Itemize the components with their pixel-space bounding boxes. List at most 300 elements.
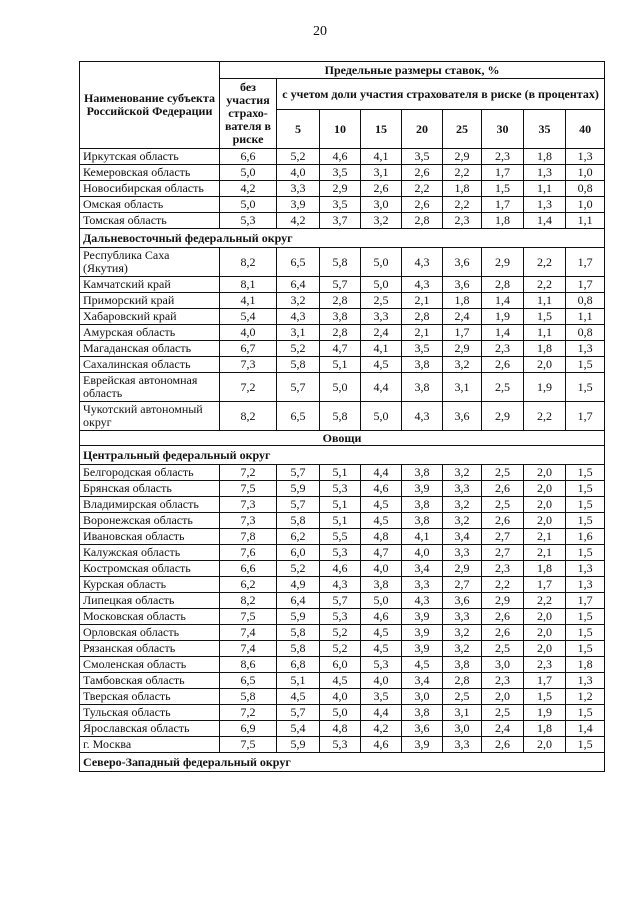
rate-cell: 2,8	[320, 293, 361, 309]
rate-cell: 4,5	[361, 513, 402, 529]
table-row	[80, 609, 605, 625]
rate-cell: 3,8	[402, 497, 443, 513]
rate-cell: 5,8	[277, 357, 320, 373]
rate-cell: 3,3	[443, 737, 482, 753]
region-name: Ярославская область	[80, 721, 220, 737]
rate-cell: 4,0	[402, 545, 443, 561]
rate-without-participation: 7,3	[220, 513, 277, 529]
rate-cell: 4,2	[361, 721, 402, 737]
rate-cell: 3,9	[402, 625, 443, 641]
rate-without-participation: 5,4	[220, 309, 277, 325]
rate-cell: 2,0	[482, 689, 524, 705]
rate-cell: 4,4	[361, 373, 402, 402]
table-row	[80, 529, 605, 545]
region-name: Тульская область	[80, 705, 220, 721]
section-title: Центральный федеральный округ	[80, 446, 605, 465]
rate-without-participation: 5,0	[220, 197, 277, 213]
rate-cell: 2,2	[524, 402, 566, 431]
rate-cell: 2,0	[524, 625, 566, 641]
region-name: Камчатский край	[80, 277, 220, 293]
rate-cell: 4,8	[361, 529, 402, 545]
rate-cell: 1,1	[524, 325, 566, 341]
rate-without-participation: 5,0	[220, 165, 277, 181]
rate-cell: 4,8	[320, 721, 361, 737]
table-row	[80, 481, 605, 497]
rate-cell: 3,2	[443, 641, 482, 657]
header-rate-limits: Предельные размеры ставок, %	[220, 62, 605, 79]
rate-without-participation: 6,7	[220, 341, 277, 357]
rate-without-participation: 7,5	[220, 737, 277, 753]
rate-cell: 3,6	[443, 248, 482, 277]
rate-cell: 2,9	[443, 149, 482, 165]
rate-cell: 1,8	[524, 561, 566, 577]
rate-without-participation: 7,3	[220, 357, 277, 373]
rate-cell: 3,2	[443, 625, 482, 641]
region-name: Смоленская область	[80, 657, 220, 673]
rate-cell: 4,1	[361, 149, 402, 165]
rate-cell: 2,0	[524, 357, 566, 373]
table-row	[80, 402, 605, 431]
rate-cell: 3,3	[443, 609, 482, 625]
rate-cell: 1,4	[524, 213, 566, 229]
rate-without-participation: 8,2	[220, 593, 277, 609]
rate-cell: 5,7	[277, 465, 320, 481]
rate-cell: 4,3	[277, 309, 320, 325]
table-row	[80, 593, 605, 609]
region-name: Чукотский автономный округ	[80, 402, 220, 431]
rate-cell: 3,0	[443, 721, 482, 737]
table-body	[80, 149, 605, 772]
region-name: Тамбовская область	[80, 673, 220, 689]
region-name: Приморский край	[80, 293, 220, 309]
rate-cell: 1,8	[443, 293, 482, 309]
rate-cell: 6,0	[320, 657, 361, 673]
rate-cell: 0,8	[566, 293, 605, 309]
rate-cell: 5,9	[277, 609, 320, 625]
rate-cell: 2,2	[524, 593, 566, 609]
rate-cell: 5,7	[277, 373, 320, 402]
rates-table	[79, 61, 605, 772]
rate-cell: 1,5	[566, 609, 605, 625]
rate-cell: 2,5	[361, 293, 402, 309]
rate-cell: 2,4	[482, 721, 524, 737]
table-row	[80, 705, 605, 721]
rate-cell: 4,6	[361, 737, 402, 753]
rate-cell: 6,0	[277, 545, 320, 561]
rate-without-participation: 8,2	[220, 402, 277, 431]
rate-cell: 3,9	[402, 641, 443, 657]
rate-cell: 5,8	[320, 402, 361, 431]
rate-cell: 2,1	[402, 293, 443, 309]
rate-cell: 2,2	[482, 577, 524, 593]
table-row	[80, 465, 605, 481]
region-name: Воронежская область	[80, 513, 220, 529]
rate-cell: 6,5	[277, 248, 320, 277]
rate-cell: 1,1	[524, 181, 566, 197]
rate-cell: 2,6	[402, 197, 443, 213]
table-row	[80, 577, 605, 593]
rate-cell: 4,7	[361, 545, 402, 561]
rate-cell: 5,2	[320, 625, 361, 641]
header-percent-5: 5	[277, 110, 320, 149]
rate-cell: 2,9	[482, 248, 524, 277]
region-name: Омская область	[80, 197, 220, 213]
table-row	[80, 341, 605, 357]
rate-cell: 1,5	[566, 705, 605, 721]
rate-cell: 1,0	[566, 165, 605, 181]
rate-cell: 1,3	[566, 341, 605, 357]
rate-cell: 6,4	[277, 277, 320, 293]
rate-cell: 4,9	[277, 577, 320, 593]
region-name: Магаданская область	[80, 341, 220, 357]
rate-cell: 1,5	[566, 641, 605, 657]
rate-cell: 2,5	[482, 705, 524, 721]
rate-cell: 3,5	[402, 149, 443, 165]
rate-cell: 1,3	[566, 673, 605, 689]
rate-cell: 5,7	[277, 705, 320, 721]
rate-cell: 3,2	[361, 213, 402, 229]
rate-cell: 5,3	[361, 657, 402, 673]
rate-cell: 3,2	[277, 293, 320, 309]
header-percent-40: 40	[566, 110, 605, 149]
rate-cell: 5,3	[320, 737, 361, 753]
rate-cell: 1,5	[566, 465, 605, 481]
rate-cell: 2,0	[524, 641, 566, 657]
rate-cell: 4,0	[361, 561, 402, 577]
rate-cell: 5,1	[320, 357, 361, 373]
rate-cell: 2,6	[482, 737, 524, 753]
rate-cell: 2,2	[402, 181, 443, 197]
section-title: Дальневосточный федеральный округ	[80, 229, 605, 248]
rate-cell: 3,8	[402, 513, 443, 529]
rate-cell: 3,9	[402, 481, 443, 497]
rate-cell: 2,0	[524, 513, 566, 529]
rate-cell: 1,5	[566, 357, 605, 373]
rate-cell: 5,9	[277, 481, 320, 497]
header-percent-35: 35	[524, 110, 566, 149]
rate-cell: 4,5	[361, 641, 402, 657]
rate-cell: 5,2	[277, 561, 320, 577]
rate-cell: 2,1	[524, 545, 566, 561]
rate-cell: 2,9	[443, 341, 482, 357]
rate-cell: 5,2	[277, 341, 320, 357]
rate-cell: 2,3	[524, 657, 566, 673]
rate-without-participation: 6,6	[220, 149, 277, 165]
rate-cell: 3,2	[443, 357, 482, 373]
rate-cell: 3,4	[443, 529, 482, 545]
table-row	[80, 625, 605, 641]
rate-cell: 3,5	[361, 689, 402, 705]
rate-cell: 2,3	[482, 561, 524, 577]
rate-cell: 1,5	[524, 689, 566, 705]
rate-cell: 1,5	[566, 373, 605, 402]
rate-cell: 3,1	[361, 165, 402, 181]
rate-cell: 1,5	[566, 625, 605, 641]
header-without-participation: без участия страхо-вателя в риске	[220, 79, 277, 149]
rate-cell: 2,3	[482, 149, 524, 165]
rate-cell: 2,8	[402, 213, 443, 229]
table-row	[80, 641, 605, 657]
rate-cell: 6,5	[277, 402, 320, 431]
rate-without-participation: 7,2	[220, 373, 277, 402]
rate-cell: 3,1	[443, 705, 482, 721]
rate-cell: 4,0	[277, 165, 320, 181]
page-number: 20	[313, 24, 327, 39]
rate-cell: 2,0	[524, 481, 566, 497]
section-row	[80, 753, 605, 772]
rate-cell: 5,8	[277, 513, 320, 529]
rate-cell: 6,8	[277, 657, 320, 673]
rate-cell: 1,1	[566, 213, 605, 229]
rate-cell: 1,5	[566, 497, 605, 513]
rate-cell: 2,4	[443, 309, 482, 325]
rate-cell: 3,0	[361, 197, 402, 213]
rate-cell: 6,4	[277, 593, 320, 609]
rate-cell: 3,8	[361, 577, 402, 593]
rate-cell: 4,7	[320, 341, 361, 357]
rate-cell: 4,0	[320, 689, 361, 705]
rate-cell: 1,8	[524, 341, 566, 357]
rate-cell: 4,3	[402, 593, 443, 609]
rate-cell: 3,8	[443, 657, 482, 673]
rate-cell: 2,9	[443, 561, 482, 577]
rate-cell: 3,6	[402, 721, 443, 737]
region-name: Московская область	[80, 609, 220, 625]
rate-cell: 4,5	[277, 689, 320, 705]
rate-cell: 0,8	[566, 181, 605, 197]
rate-cell: 1,9	[482, 309, 524, 325]
rate-cell: 5,0	[320, 705, 361, 721]
region-name: Кемеровская область	[80, 165, 220, 181]
header-percent-25: 25	[443, 110, 482, 149]
rate-cell: 2,0	[524, 609, 566, 625]
rate-cell: 3,9	[277, 197, 320, 213]
rate-cell: 2,0	[524, 737, 566, 753]
rate-cell: 1,1	[524, 293, 566, 309]
table-row	[80, 309, 605, 325]
rate-cell: 5,5	[320, 529, 361, 545]
table-row	[80, 149, 605, 165]
rate-cell: 5,4	[277, 721, 320, 737]
rate-cell: 2,3	[443, 213, 482, 229]
table-row	[80, 513, 605, 529]
rate-cell: 1,9	[524, 373, 566, 402]
rate-cell: 4,5	[361, 625, 402, 641]
rate-cell: 2,5	[482, 641, 524, 657]
rate-cell: 3,3	[361, 309, 402, 325]
rate-cell: 4,4	[361, 465, 402, 481]
rate-without-participation: 7,4	[220, 625, 277, 641]
header-with-participation: с учетом доли участия страхователя в риске (в процентах)	[277, 79, 605, 110]
rate-cell: 4,5	[402, 657, 443, 673]
rate-without-participation: 6,2	[220, 577, 277, 593]
rate-cell: 4,3	[402, 277, 443, 293]
rate-cell: 2,2	[524, 248, 566, 277]
rate-cell: 1,7	[566, 248, 605, 277]
table-row	[80, 373, 605, 402]
rate-cell: 5,9	[277, 737, 320, 753]
table-row	[80, 181, 605, 197]
region-name: Калужская область	[80, 545, 220, 561]
rate-without-participation: 7,4	[220, 641, 277, 657]
rate-cell: 2,3	[482, 341, 524, 357]
region-name: Костромская область	[80, 561, 220, 577]
table-row	[80, 277, 605, 293]
rate-cell: 1,4	[566, 721, 605, 737]
rate-cell: 5,1	[320, 513, 361, 529]
table-row	[80, 497, 605, 513]
rate-cell: 1,8	[443, 181, 482, 197]
table-row	[80, 357, 605, 373]
rate-cell: 1,7	[482, 165, 524, 181]
rate-cell: 3,4	[402, 561, 443, 577]
rate-without-participation: 4,2	[220, 181, 277, 197]
rate-cell: 5,1	[320, 465, 361, 481]
rate-cell: 4,6	[320, 149, 361, 165]
rate-cell: 1,8	[524, 149, 566, 165]
table-row	[80, 689, 605, 705]
rate-cell: 4,2	[277, 213, 320, 229]
header-percent-15: 15	[361, 110, 402, 149]
rate-cell: 1,3	[566, 577, 605, 593]
rate-without-participation: 7,3	[220, 497, 277, 513]
rate-cell: 1,3	[566, 561, 605, 577]
rate-cell: 3,9	[402, 609, 443, 625]
rate-cell: 3,3	[443, 545, 482, 561]
rate-without-participation: 8,1	[220, 277, 277, 293]
rate-cell: 2,6	[482, 513, 524, 529]
header-percent-30: 30	[482, 110, 524, 149]
rate-cell: 5,3	[320, 545, 361, 561]
rate-cell: 2,2	[443, 165, 482, 181]
rate-cell: 5,7	[320, 277, 361, 293]
table-header	[80, 62, 605, 149]
region-name: Владимирская область	[80, 497, 220, 513]
rate-cell: 1,0	[566, 197, 605, 213]
rate-cell: 3,8	[320, 309, 361, 325]
rate-cell: 5,0	[361, 593, 402, 609]
rate-cell: 3,6	[443, 277, 482, 293]
rate-cell: 5,2	[277, 149, 320, 165]
rate-cell: 0,8	[566, 325, 605, 341]
section-title: Северо-Западный федеральный округ	[80, 753, 605, 772]
rate-cell: 1,9	[524, 705, 566, 721]
rate-cell: 1,1	[566, 309, 605, 325]
rate-cell: 2,9	[482, 593, 524, 609]
rate-cell: 1,3	[524, 165, 566, 181]
rate-cell: 3,0	[482, 657, 524, 673]
rate-cell: 2,8	[482, 277, 524, 293]
rate-cell: 4,3	[402, 248, 443, 277]
region-name: Тверская область	[80, 689, 220, 705]
table-row	[80, 248, 605, 277]
rate-cell: 1,3	[566, 149, 605, 165]
rate-cell: 3,8	[402, 357, 443, 373]
category-title: Овощи	[80, 431, 605, 446]
rate-cell: 2,8	[320, 325, 361, 341]
rate-without-participation: 4,1	[220, 293, 277, 309]
rate-cell: 4,6	[361, 481, 402, 497]
region-name: Рязанская область	[80, 641, 220, 657]
rate-cell: 1,5	[524, 309, 566, 325]
rate-cell: 1,5	[566, 513, 605, 529]
rate-cell: 2,6	[482, 481, 524, 497]
rate-without-participation: 8,2	[220, 248, 277, 277]
table-row	[80, 545, 605, 561]
region-name: Орловская область	[80, 625, 220, 641]
rate-cell: 1,6	[566, 529, 605, 545]
section-row	[80, 229, 605, 248]
rate-cell: 5,2	[320, 641, 361, 657]
table-row	[80, 657, 605, 673]
region-name: Новосибирская область	[80, 181, 220, 197]
rate-cell: 1,7	[524, 673, 566, 689]
category-row	[80, 431, 605, 446]
header-subject-name: Наименование субъекта Российской Федерации	[80, 62, 220, 149]
rate-cell: 2,7	[482, 545, 524, 561]
rate-cell: 5,0	[361, 277, 402, 293]
rate-cell: 5,1	[320, 497, 361, 513]
rate-cell: 5,7	[320, 593, 361, 609]
rate-cell: 1,2	[566, 689, 605, 705]
rate-cell: 3,6	[443, 593, 482, 609]
rate-cell: 1,7	[443, 325, 482, 341]
section-row	[80, 446, 605, 465]
rate-cell: 2,0	[524, 497, 566, 513]
rate-cell: 2,0	[524, 465, 566, 481]
rate-without-participation: 7,5	[220, 481, 277, 497]
table-row	[80, 737, 605, 753]
rate-without-participation: 4,0	[220, 325, 277, 341]
rate-cell: 4,5	[361, 497, 402, 513]
region-name: г. Москва	[80, 737, 220, 753]
rate-cell: 5,7	[277, 497, 320, 513]
rate-cell: 5,0	[361, 248, 402, 277]
region-name: Томская область	[80, 213, 220, 229]
rate-cell: 3,1	[277, 325, 320, 341]
rate-cell: 3,8	[402, 465, 443, 481]
table-row	[80, 293, 605, 309]
rate-cell: 4,0	[361, 673, 402, 689]
region-name: Брянская область	[80, 481, 220, 497]
rate-cell: 2,5	[482, 465, 524, 481]
rate-cell: 1,4	[482, 293, 524, 309]
rate-cell: 1,7	[566, 402, 605, 431]
rate-without-participation: 7,8	[220, 529, 277, 545]
rate-cell: 2,6	[402, 165, 443, 181]
rate-without-participation: 7,6	[220, 545, 277, 561]
rate-cell: 3,0	[402, 689, 443, 705]
rate-cell: 2,2	[443, 197, 482, 213]
rate-cell: 2,5	[443, 689, 482, 705]
rate-cell: 2,3	[482, 673, 524, 689]
rate-cell: 3,4	[402, 673, 443, 689]
rate-cell: 2,8	[443, 673, 482, 689]
rate-cell: 1,5	[482, 181, 524, 197]
region-name: Курская область	[80, 577, 220, 593]
table-row	[80, 197, 605, 213]
rate-cell: 2,5	[482, 497, 524, 513]
rate-cell: 3,1	[443, 373, 482, 402]
region-name: Амурская область	[80, 325, 220, 341]
rate-without-participation: 7,5	[220, 609, 277, 625]
rate-cell: 2,7	[482, 529, 524, 545]
rate-without-participation: 6,6	[220, 561, 277, 577]
region-name: Хабаровский край	[80, 309, 220, 325]
region-name: Сахалинская область	[80, 357, 220, 373]
table-row	[80, 213, 605, 229]
rate-cell: 5,8	[320, 248, 361, 277]
